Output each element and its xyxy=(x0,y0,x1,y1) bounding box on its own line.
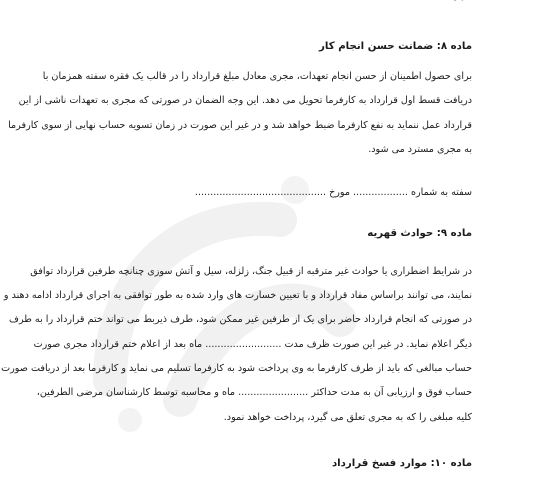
article-10-heading: ماده ۱۰: موارد فسخ قرارداد xyxy=(331,458,472,469)
article-8-line: به مجری مسترد می شود. xyxy=(368,144,472,155)
article-9-line: حساب مبالغی که باید از طرف کارفرما به وی پرداخت شود به کارفرما تسلیم می نماید و کارفرما بعد از دریافت صورت xyxy=(1,363,472,374)
article-8-line: دریافت قسط اول قرارداد به کارفرما تحویل می دهد. این وجه الضمان در صورتی که مجری به تعهدات ناشی از این xyxy=(18,95,472,106)
article-9-line: در صورتی که انجام قرارداد حاضر برای یک از طرفین غیر ممکن شود، طرف ذیربط می تواند ختم قرارداد را به طرف xyxy=(9,314,472,325)
article-9-heading: ماده ۹: حوادث قهریه xyxy=(367,228,472,239)
article-9-line: نمایند، می توانند براساس مفاد قرارداد و با تعیین خسارت های وارد شده به طور توافقی به اجرای قرارداد ادامه دهند و xyxy=(3,290,472,301)
article-9-line: دیگر اعلام نماید. در غیر این صورت ظرف مدت ......................... ماه بعد از اعلام ختم قرارداد مجری صورت xyxy=(33,339,472,350)
promissory-note-field: سفته به شماره .................. مورخ ........................................... xyxy=(194,187,472,198)
article-8-line: قرارداد عمل ننماید به نفع کارفرما ضبط خواهد شد و در غیر این صورت در زمان تسویه حساب نهایی از سوی کارفرما xyxy=(8,120,472,131)
article-8-heading: ماده ۸: ضمانت حسن انجام کار xyxy=(319,41,472,52)
article-9-line: در شرایط اضطراری یا حوادث غیر مترقبه از قبیل جنگ، زلزله، سیل و آتش سوزی چنانچه طرفین قرارداد توافق xyxy=(30,266,472,277)
article-9-line: کلیه مبلغی را که به مجری تعلق می گیرد، پرداخت خواهد نمود. xyxy=(223,412,472,423)
article-8-line: برای حصول اطمینان از حسن انجام تعهدات، مجری معادل مبلغ قرارداد را در قالب یک فقره سفته همزمان با xyxy=(42,71,472,82)
article-9-line: حساب فوق و ارزیابی آن به مدت حداکثر ....................... ماه و محاسبه توسط کارشناسان مرضی الطرفین، xyxy=(36,387,472,398)
top-fragment xyxy=(417,0,472,1)
